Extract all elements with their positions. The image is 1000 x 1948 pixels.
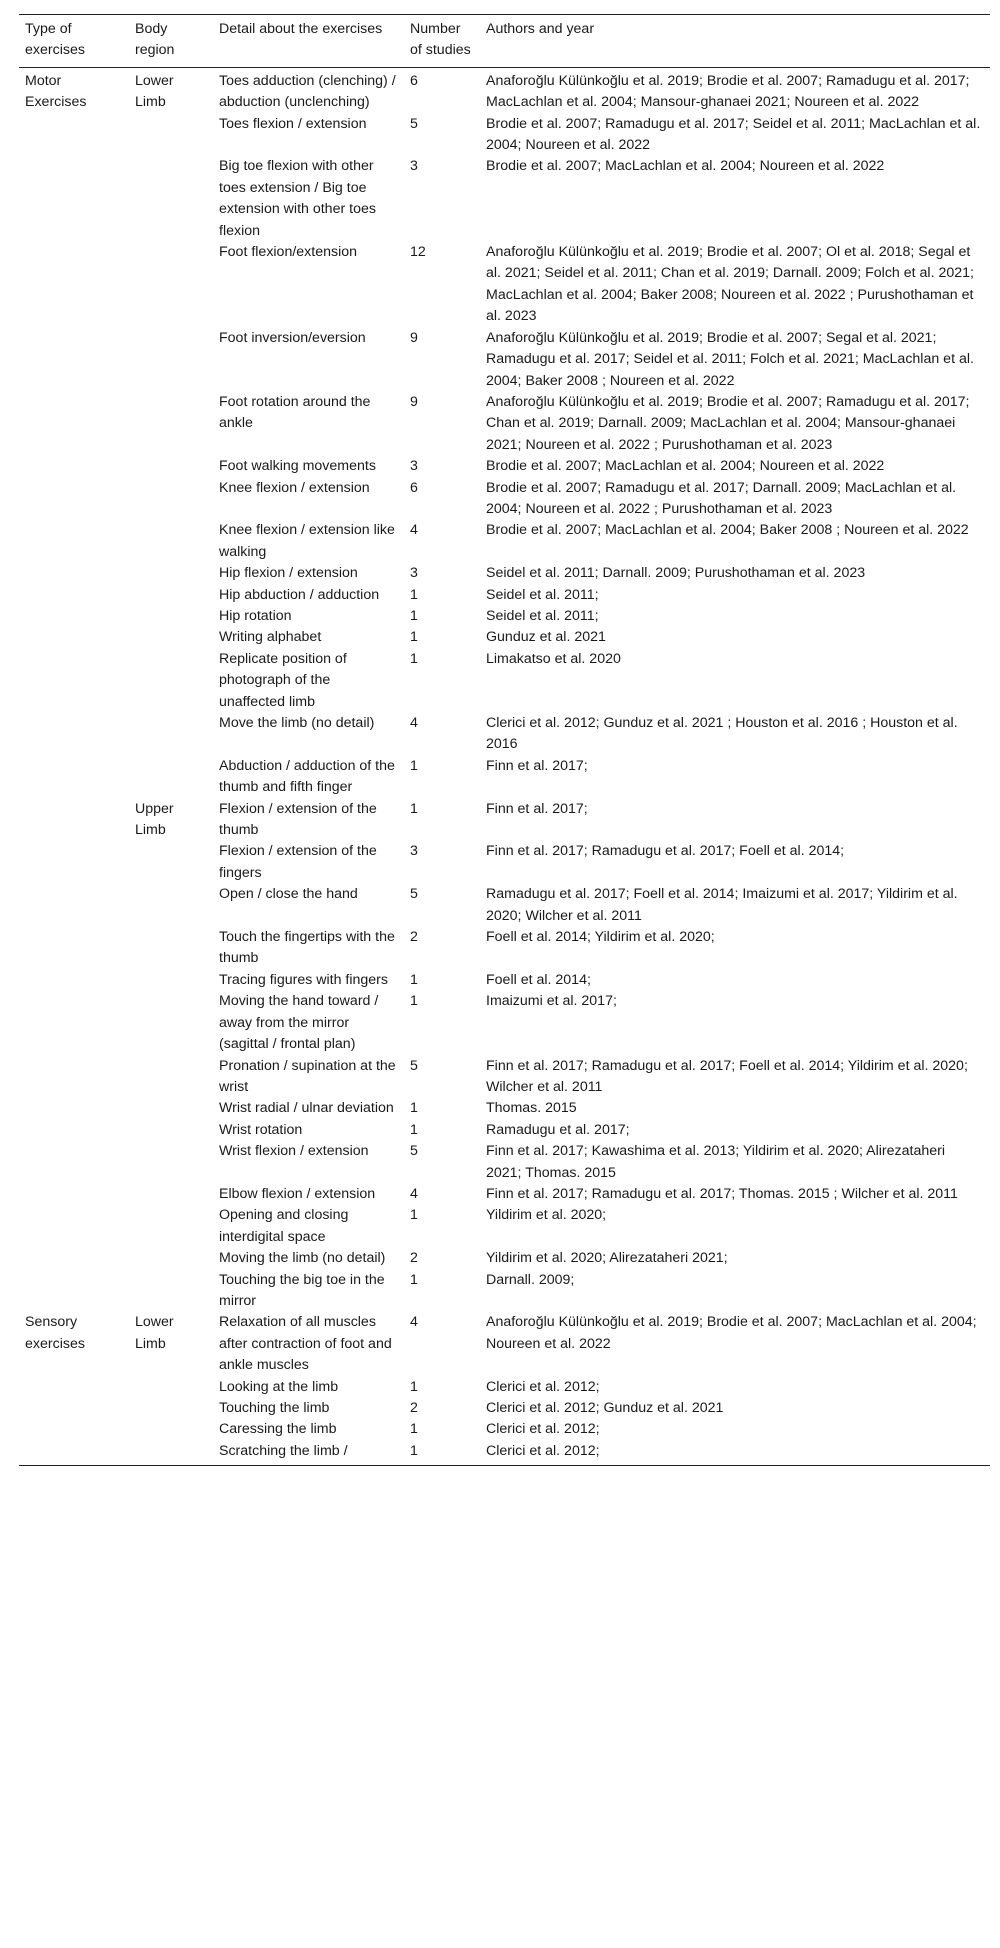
cell-detail: Open / close the hand (219, 886, 358, 903)
cell-number-of-studies: 1 (410, 650, 418, 667)
cell-number-of-studies: 5 (410, 115, 418, 132)
cell-authors: Anaforoğlu Külünkoğlu et al. 2019; Brodie et al. 2007; MacLachlan et al. 2004; Noureen et al. 2022 (486, 1314, 977, 1352)
cell-number-of-studies: 3 (410, 843, 418, 860)
table-row (19, 927, 990, 970)
cell-body-region (129, 1184, 213, 1205)
cell-detail: Pronation / supination at the wrist (219, 1057, 396, 1095)
table-row (19, 1377, 990, 1398)
table-row (19, 1441, 990, 1466)
cell-detail: Touch the fingertips with the thumb (219, 929, 395, 967)
cell-body-region (129, 991, 213, 1055)
table-row (19, 478, 990, 521)
cell-number-of-studies: 5 (410, 886, 418, 903)
cell-type-of-exercises (19, 328, 129, 392)
cell-authors: Seidel et al. 2011; Darnall. 2009; Purushothaman et al. 2023 (486, 565, 866, 582)
cell-body-region (129, 585, 213, 606)
cell-detail: Caressing the limb (219, 1421, 337, 1438)
header-type-of-exercises: Type of exercises (25, 21, 85, 59)
cell-authors: Thomas. 2015 (486, 1100, 577, 1117)
cell-detail: Toes flexion / extension (219, 115, 367, 132)
table-row (19, 520, 990, 563)
cell-authors: Brodie et al. 2007; MacLachlan et al. 2004; Noureen et al. 2022 (486, 458, 885, 475)
table-row (19, 1419, 990, 1440)
cell-number-of-studies: 1 (410, 607, 418, 624)
exercises-table (19, 14, 990, 1466)
cell-body-region (129, 841, 213, 884)
cell-detail: Opening and closing interdigital space (219, 1207, 349, 1245)
table-row (19, 1141, 990, 1184)
cell-number-of-studies: 1 (410, 1207, 418, 1224)
cell-type-of-exercises (19, 1398, 129, 1419)
cell-type-of-exercises (19, 713, 129, 756)
cell-body-region (129, 520, 213, 563)
cell-authors: Finn et al. 2017; (486, 800, 588, 817)
cell-number-of-studies: 1 (410, 757, 418, 774)
cell-body-region (129, 1120, 213, 1141)
cell-number-of-studies: 1 (410, 1442, 418, 1459)
cell-authors: Anaforoğlu Külünkoğlu et al. 2019; Brodie et al. 2007; Segal et al. 2021; Ramadugu et al. 2017; Seidel et al. 2011; Folch et al. 2021; MacLachlan et al. 2004; Baker 2008 ; Noureen et al. 2022 (486, 329, 974, 389)
cell-detail: Moving the hand toward / away from the mirror (sagittal / frontal plan) (219, 993, 379, 1053)
cell-number-of-studies: 3 (410, 458, 418, 475)
cell-detail: Foot rotation around the ankle (219, 393, 371, 432)
cell-number-of-studies: 5 (410, 1057, 418, 1074)
cell-type-of-exercises (19, 991, 129, 1055)
cell-authors: Ramadugu et al. 2017; Foell et al. 2014; Imaizumi et al. 2017; Yildirim et al. 2020; Wilcher et al. 2011 (486, 886, 958, 924)
cell-authors: Gunduz et al. 2021 (486, 629, 606, 646)
cell-body-region: Lower Limb (135, 72, 174, 111)
table-row (19, 756, 990, 799)
cell-type-of-exercises (19, 114, 129, 157)
cell-number-of-studies: 4 (410, 522, 418, 539)
cell-body-region (129, 649, 213, 713)
table-row (19, 713, 990, 756)
cell-authors: Seidel et al. 2011; (486, 586, 599, 603)
cell-number-of-studies: 12 (410, 244, 426, 261)
table-row (19, 1205, 990, 1248)
cell-detail: Knee flexion / extension like walking (219, 522, 395, 560)
table-header (19, 15, 990, 68)
cell-authors: Finn et al. 2017; Ramadugu et al. 2017; Foell et al. 2014; Yildirim et al. 2020; Wilcher et al. 2011 (486, 1057, 968, 1095)
cell-body-region (129, 756, 213, 799)
cell-body-region (129, 713, 213, 756)
cell-number-of-studies: 5 (410, 1143, 418, 1160)
cell-type-of-exercises (19, 478, 129, 521)
cell-type-of-exercises (19, 1248, 129, 1269)
cell-detail: Flexion / extension of the thumb (219, 800, 377, 839)
cell-type-of-exercises (19, 1056, 129, 1099)
table-row (19, 1056, 990, 1099)
cell-authors: Clerici et al. 2012; (486, 1442, 600, 1459)
cell-detail: Wrist flexion / extension (219, 1143, 369, 1160)
cell-detail: Tracing figures with fingers (219, 971, 389, 988)
cell-type-of-exercises: Motor Exercises (25, 72, 87, 111)
cell-detail: Knee flexion / extension (219, 479, 370, 496)
header-row (19, 15, 990, 68)
cell-body-region (129, 884, 213, 927)
cell-body-region (129, 328, 213, 392)
cell-type-of-exercises (19, 841, 129, 884)
cell-type-of-exercises (19, 799, 129, 842)
cell-type-of-exercises (19, 392, 129, 456)
cell-type-of-exercises (19, 1377, 129, 1398)
cell-body-region (129, 242, 213, 328)
cell-number-of-studies: 3 (410, 565, 418, 582)
table-row (19, 156, 990, 242)
cell-detail: Move the limb (no detail) (219, 715, 375, 731)
table-row (19, 1098, 990, 1119)
table-row (19, 563, 990, 584)
cell-number-of-studies: 1 (410, 1271, 418, 1288)
cell-number-of-studies: 1 (410, 1100, 418, 1117)
cell-detail: Touching the big toe in the mirror (219, 1271, 385, 1309)
cell-body-region (129, 456, 213, 477)
cell-type-of-exercises (19, 970, 129, 991)
cell-body-region (129, 1398, 213, 1419)
cell-detail: Replicate position of photograph of the unaffected limb (219, 650, 347, 710)
cell-authors: Clerici et al. 2012; Gunduz et al. 2021 ; Houston et al. 2016 ; Houston et al. 2016 (486, 715, 958, 753)
cell-authors: Brodie et al. 2007; Ramadugu et al. 2017; Darnall. 2009; MacLachlan et al. 2004; Noureen et al. 2022 ; Purushothaman et al. 2023 (486, 479, 957, 517)
cell-type-of-exercises (19, 242, 129, 328)
cell-body-region (129, 970, 213, 991)
table-row (19, 242, 990, 328)
header-authors-and-year: Authors and year (486, 21, 595, 37)
cell-authors: Foell et al. 2014; Yildirim et al. 2020; (486, 929, 715, 946)
cell-body-region (129, 1441, 213, 1466)
cell-detail: Scratching the limb / (219, 1442, 348, 1459)
cell-number-of-studies: 6 (410, 479, 418, 496)
cell-detail: Hip abduction / adduction (219, 586, 380, 603)
cell-authors: Yildirim et al. 2020; Alirezataheri 2021; (486, 1250, 728, 1267)
cell-body-region (129, 156, 213, 242)
cell-detail: Wrist radial / ulnar deviation (219, 1100, 394, 1117)
cell-detail: Abduction / adduction of the thumb and fifth finger (219, 757, 395, 796)
table-row (19, 1248, 990, 1269)
cell-number-of-studies: 1 (410, 586, 418, 603)
cell-authors: Imaizumi et al. 2017; (486, 993, 617, 1010)
cell-detail: Moving the limb (no detail) (219, 1250, 386, 1267)
cell-body-region (129, 1248, 213, 1269)
cell-number-of-studies: 1 (410, 1121, 418, 1138)
cell-number-of-studies: 2 (410, 1250, 418, 1267)
cell-type-of-exercises (19, 456, 129, 477)
cell-body-region (129, 627, 213, 648)
cell-number-of-studies: 9 (410, 329, 418, 346)
table-row (19, 1398, 990, 1419)
cell-authors: Foell et al. 2014; (486, 971, 591, 988)
cell-authors: Anaforoğlu Külünkoğlu et al. 2019; Brodie et al. 2007; Ramadugu et al. 2017; Chan et al. 2019; Darnall. 2009; MacLachlan et al. 2004; Mansour-ghanaei 2021; Noureen et al. 2022 ; Purushothaman et al. 2023 (486, 393, 970, 453)
cell-number-of-studies: 1 (410, 629, 418, 646)
cell-authors: Brodie et al. 2007; Ramadugu et al. 2017; Seidel et al. 2011; MacLachlan et al. 2004; Noureen et al. 2022 (486, 115, 981, 154)
header-detail: Detail about the exercises (219, 21, 383, 37)
header-number-of-studies: Number of studies (410, 21, 471, 59)
cell-type-of-exercises (19, 1098, 129, 1119)
table-row (19, 799, 990, 842)
cell-body-region (129, 1056, 213, 1099)
cell-type-of-exercises (19, 1205, 129, 1248)
cell-number-of-studies: 6 (410, 72, 418, 89)
cell-detail: Writing alphabet (219, 629, 322, 646)
cell-number-of-studies: 1 (410, 993, 418, 1010)
cell-detail: Toes adduction (clenching) / abduction (unclenching) (219, 72, 396, 111)
cell-detail: Touching the limb (219, 1400, 330, 1416)
table-body (19, 67, 990, 1465)
cell-authors: Clerici et al. 2012; Gunduz et al. 2021 (486, 1400, 724, 1416)
cell-type-of-exercises (19, 927, 129, 970)
cell-body-region (129, 1419, 213, 1440)
cell-type-of-exercises (19, 1141, 129, 1184)
cell-body-region (129, 927, 213, 970)
cell-body-region (129, 1141, 213, 1184)
table-row (19, 1184, 990, 1205)
cell-type-of-exercises: Sensory exercises (25, 1314, 85, 1352)
cell-number-of-studies: 1 (410, 1421, 418, 1438)
cell-body-region (129, 1098, 213, 1119)
cell-authors: Clerici et al. 2012; (486, 1378, 600, 1395)
cell-number-of-studies: 1 (410, 971, 418, 988)
cell-authors: Limakatso et al. 2020 (486, 650, 621, 667)
table-row (19, 456, 990, 477)
cell-body-region (129, 606, 213, 627)
cell-detail: Hip rotation (219, 607, 292, 624)
cell-body-region (129, 1205, 213, 1248)
cell-type-of-exercises (19, 1184, 129, 1205)
cell-authors: Brodie et al. 2007; MacLachlan et al. 2004; Noureen et al. 2022 (486, 158, 885, 175)
cell-detail: Relaxation of all muscles after contraction of foot and ankle muscles (219, 1314, 392, 1374)
cell-type-of-exercises (19, 884, 129, 927)
cell-number-of-studies: 9 (410, 393, 418, 410)
table-row (19, 1312, 990, 1376)
cell-body-region (129, 478, 213, 521)
table-row (19, 627, 990, 648)
cell-number-of-studies: 4 (410, 715, 418, 731)
cell-authors: Finn et al. 2017; Kawashima et al. 2013; Yildirim et al. 2020; Alirezataheri 2021; Thomas. 2015 (486, 1143, 945, 1181)
cell-body-region (129, 392, 213, 456)
cell-number-of-studies: 4 (410, 1185, 418, 1202)
cell-body-region (129, 1377, 213, 1398)
cell-detail: Foot inversion/eversion (219, 329, 366, 346)
cell-type-of-exercises (19, 1419, 129, 1440)
table-row (19, 1120, 990, 1141)
cell-detail: Flexion / extension of the fingers (219, 843, 377, 881)
table-row (19, 392, 990, 456)
table-row (19, 67, 990, 113)
table-row (19, 606, 990, 627)
header-body-region: Body region (135, 21, 175, 59)
cell-number-of-studies: 1 (410, 1378, 418, 1395)
table-row (19, 970, 990, 991)
cell-detail: Wrist rotation (219, 1121, 303, 1138)
cell-type-of-exercises (19, 520, 129, 563)
table-row (19, 841, 990, 884)
cell-authors: Finn et al. 2017; Ramadugu et al. 2017; Thomas. 2015 ; Wilcher et al. 2011 (486, 1185, 958, 1202)
cell-detail: Foot walking movements (219, 458, 376, 475)
cell-authors: Anaforoğlu Külünkoğlu et al. 2019; Brodie et al. 2007; Ramadugu et al. 2017; MacLachlan et al. 2004; Mansour-ghanaei 2021; Noureen et al. 2022 (486, 72, 970, 111)
table-row (19, 649, 990, 713)
cell-type-of-exercises (19, 1441, 129, 1466)
cell-authors: Brodie et al. 2007; MacLachlan et al. 2004; Baker 2008 ; Noureen et al. 2022 (486, 522, 969, 539)
table-row (19, 585, 990, 606)
cell-detail: Looking at the limb (219, 1378, 339, 1395)
cell-type-of-exercises (19, 627, 129, 648)
table-row (19, 991, 990, 1055)
cell-number-of-studies: 3 (410, 158, 418, 175)
cell-number-of-studies: 2 (410, 929, 418, 946)
cell-authors: Ramadugu et al. 2017; (486, 1121, 630, 1138)
table-row (19, 114, 990, 157)
cell-body-region (129, 1270, 213, 1313)
cell-type-of-exercises (19, 756, 129, 799)
cell-type-of-exercises (19, 156, 129, 242)
cell-authors: Anaforoğlu Külünkoğlu et al. 2019; Brodie et al. 2007; Ol et al. 2018; Segal et al. 2021; Seidel et al. 2011; Chan et al. 2019; Darnall. 2009; Folch et al. 2021; MacLachlan et al. 2004; Baker 2008; Noureen et al. 2022 ; Purushothaman et al. 2023 (486, 244, 974, 325)
cell-authors: Darnall. 2009; (486, 1271, 575, 1288)
cell-authors: Seidel et al. 2011; (486, 607, 599, 624)
cell-type-of-exercises (19, 563, 129, 584)
cell-number-of-studies: 4 (410, 1314, 418, 1331)
cell-authors: Clerici et al. 2012; (486, 1421, 600, 1438)
cell-authors: Yildirim et al. 2020; (486, 1207, 607, 1224)
cell-number-of-studies: 2 (410, 1400, 418, 1416)
cell-body-region: Upper Limb (135, 800, 174, 839)
cell-detail: Big toe flexion with other toes extension / Big toe extension with other toes flexion (219, 158, 376, 239)
cell-detail: Hip flexion / extension (219, 565, 358, 582)
table-row (19, 884, 990, 927)
cell-type-of-exercises (19, 1120, 129, 1141)
cell-body-region: Lower Limb (135, 1314, 174, 1352)
table-row (19, 328, 990, 392)
cell-detail: Elbow flexion / extension (219, 1185, 376, 1202)
cell-type-of-exercises (19, 649, 129, 713)
cell-body-region (129, 114, 213, 157)
cell-authors: Finn et al. 2017; (486, 757, 588, 774)
cell-body-region (129, 563, 213, 584)
cell-type-of-exercises (19, 606, 129, 627)
cell-type-of-exercises (19, 585, 129, 606)
cell-authors: Finn et al. 2017; Ramadugu et al. 2017; Foell et al. 2014; (486, 843, 845, 860)
table-container (19, 14, 990, 1466)
cell-detail: Foot flexion/extension (219, 244, 358, 261)
cell-type-of-exercises (19, 1270, 129, 1313)
cell-number-of-studies: 1 (410, 800, 418, 817)
table-row (19, 1270, 990, 1313)
